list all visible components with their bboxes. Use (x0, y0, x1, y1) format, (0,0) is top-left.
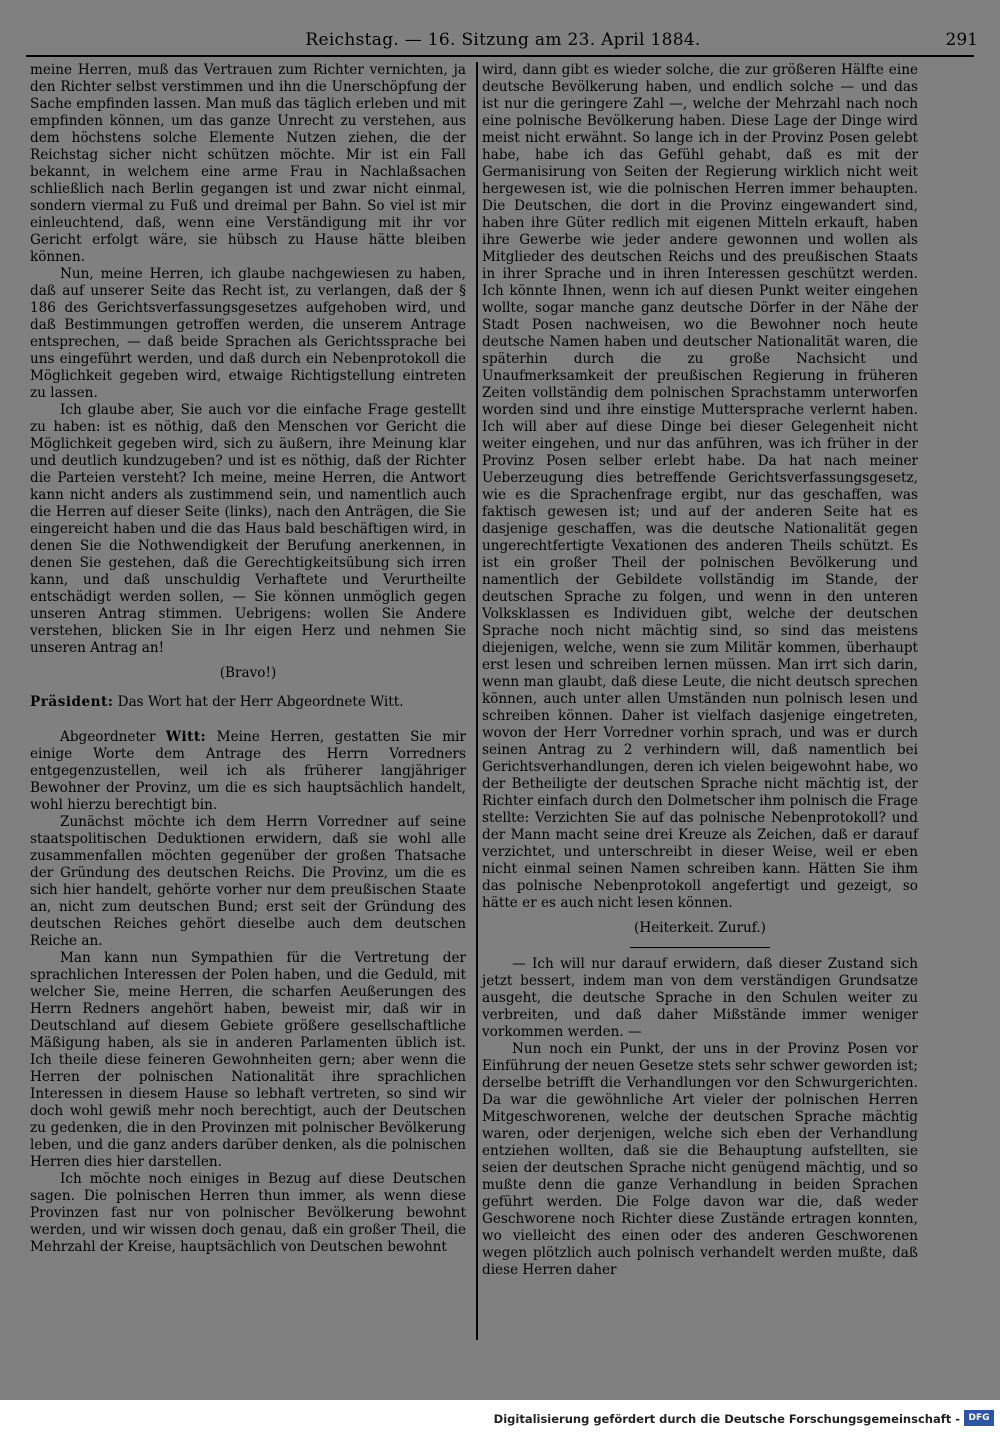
speaker-paragraph (30, 729, 466, 814)
paragraph: Ich glaube aber, Sie auch vor die einfache Frage gestellt zu haben: ist es nöthig, daß den Menschen vor Gericht die Möglichkeit gegeben wird, sich zu äußern, ihre Meinung klar und deutlich kundzugeben? und ist es nöthig, daß der Richter die Parteien versteht? Ich meine, meine Herren, die Antwort kann nicht anders als zustimmend sein, und namentlich auch die Herren auf dieser Seite (links), nach den Anträgen, die Sie eingereicht haben und die das Haus bald beschäftigen wird, in denen Sie die Nothwendigkeit der Berufung anerkennen, in denen Sie gestehen, daß die Gerechtigkeitsübung sich irren kann, und daß unschuldig Verhaftete und Verurtheilte entschädigt werden sollen, — Sie können unmöglich gegen unseren Antrag stimmen. Uebrigens: wollen Sie Andere verstehen, blicken Sie in Ihr eigen Herz und nehmen Sie unseren Antrag an! (30, 402, 466, 656)
funding-notice: Digitalisierung gefördert durch die Deutsche Forschungsgemeinschaft - (493, 1412, 960, 1426)
column-divider (476, 62, 478, 1340)
right-column (482, 62, 918, 1279)
left-column (30, 62, 466, 1256)
paragraph: Zunächst möchte ich dem Herrn Vorredner auf seine staatspolitischen Deduktionen erwidern, daß sie wohl alle zusammenfallen möchten gegenüber der großen Thatsache der Gründung des deutschen Reichs. Die Provinz, um die es sich hier handelt, gehörte vorher nur dem preußischen Staate an, nicht zum deutschen Bund; erst seit der Gründung des deutschen Reiches gehört dieselbe auch dem deutschen Reiche an. (30, 814, 466, 949)
speech-text: Meine Herren, gestatten Sie mir einige Worte dem Antrage des Herrn Vorredners entgegenzustellen, weil ich als früherer langjähriger Bewohner der Provinz, um die es sich hauptsächlich handelt, wohl hierzu berechtigt bin. (30, 729, 467, 813)
speaker-prefix: Abgeordneter (60, 729, 156, 745)
speech-text: Das Wort hat der Herr Abgeordnete Witt. (117, 694, 404, 710)
paragraph: wird, dann gibt es wieder solche, die zur größeren Hälfte eine deutsche Bevölkerung haben, und endlich solche — und das ist nur die geringere Zahl —, welche der Mehrzahl nach noch eine polnische Bevölkerung haben. Diese Lage der Dinge wird meist nicht erwähnt. So lange ich in der Provinz Posen gelebt habe, habe ich das Gefühl gehabt, daß es mit der Germanisirung von Seiten der Regierung wirklich nicht weit hergewesen ist, wie die polnischen Herren immer behaupten. Die Deutschen, die dort in die Provinz eingewandert sind, haben ihre Güter redlich mit eigenen Mitteln erkauft, haben ihre Gewerbe wie jeder andere gewonnen und wollen als Mitglieder des deutschen Reichs und des preußischen Staats in ihrer Sprache und in ihren Interessen geschützt werden. Ich könnte Ihnen, wenn ich auf diesen Punkt weiter eingehen wollte, sogar manche ganz deutsche Dörfer in der Nähe der Stadt Posen nachweisen, wo die Bewohner noch heute deutsche Namen haben und deutscher Nationalität waren, die späterhin durch die zu große Nachsicht und Unaufmerksamkeit der preußischen Regierung in früheren Zeiten vollständig dem polnischen Sprachstamm unterworfen worden sind und ihre einstige Muttersprache verlernt haben. Ich will aber auf diese Dinge bei dieser Gelegenheit nicht weiter eingehen, und nur das anführen, was ich früher in der Provinz Posen selber erlebt habe. Da hat nach meiner Ueberzeugung dies betreffende Gerichtsverfassungsgesetz, wie es die Sprachenfrage ergibt, nur das geschaffen, was faktisch gewesen ist; und auf der anderen Seite hat es dasjenige geschaffen, was die deutsche Nationalität gegen ungerechtfertigte Vexationen des anderen Theils schützt. Es ist ein großer Theil der polnischen Bevölkerung und namentlich der Gebildete vollständig im Stande, der deutschen Sprache zu folgen, und wenn in den unteren Volksklassen es Individuen gibt, welche der deutschen Sprache noch nicht mächtig sind, so sind das meistens diejenigen, welche, wenn sie zum Militär kommen, überhaupt erst lesen und schreiben lernen müssen. Man irrt sich darin, wenn man glaubt, daß diese Leute, die nicht deutsch sprechen können, auch unter allen Umständen nun polnisch lesen und schreiben können. Daher ist vielfach dasjenige eingetreten, wovon der Herr Vorredner vorhin sprach, und was er durch seinen Antrag zu 2 verhindern will, daß namentlich bei Gerichtsverhandlungen, deren ich vielen beigewohnt habe, wo der Betheiligte der deutschen Sprache nicht mächtig ist, der Richter einfach durch den Dolmetscher ihm polnisch die Frage stellte: Verzichten Sie auf das polnische Nebenprotokoll? und der Mann macht seine drei Kreuze als Zeichen, daß er darauf verzichtet, und unterschreibt in dieser Weise, weil er eben nicht einmal seinen Namen schreiben kann. Hätten Sie ihm das polnische Nebenprotokoll angefertigt und gezeigt, so hätte er es auch nicht lesen können. (482, 62, 918, 911)
paragraph: Man kann nun Sympathien für die Vertretung der sprachlichen Interessen der Polen haben, und die Geduld, mit welcher Sie, meine Herren, die scharfen Aeußerungen des Herrn Redners angehört haben, beweist mir, daß wir in Deutschland auf diesem Gebiete größere gesellschaftliche Mäßigung haben, als sie in anderen Parlamenten üblich ist. Ich theile diese feineren Gewohnheiten gern; aber wenn die Herren der polnischen Nationalität ihre sprachlichen Interessen in diesem Hause so lebhaft vertreten, so sind wir doch wohl gewiß mehr noch berechtigt, auch der Deutschen zu gedenken, die in den Provinzen mit polnischer Bevölkerung leben, und die ganz anders darüber denken, als die polnischen Herren dies hier darstellen. (30, 950, 466, 1170)
interjection: (Bravo!) (219, 665, 277, 681)
footer-bar (0, 1400, 1000, 1432)
header-title: Reichstag. — 16. Sitzung am 23. April 1884. (305, 30, 701, 50)
speaker-name: Präsident: (30, 694, 114, 710)
dfg-logo: DFG (964, 1410, 994, 1426)
running-header (28, 30, 978, 52)
separator-rule (630, 947, 770, 948)
paragraph: Ich möchte noch einiges in Bezug auf diese Deutschen sagen. Die polnischen Herren thun immer, als wenn diese Provinzen fast nur von polnischer Bevölkerung bewohnt werden, und wir wissen doch genau, daß ein großer Theil, die Mehrzahl der Kreise, hauptsächlich von Deutschen bewohnt (30, 1171, 466, 1255)
speaker-paragraph (30, 694, 466, 711)
header-rule (26, 55, 974, 57)
paragraph: meine Herren, muß das Vertrauen zum Richter vernichten, ja den Richter selbst verstimmen und ihn die Unerschöpfung der Sache empfinden lassen. Man muß das täglich erleben und mit empfinden können, um das ganze Unrecht zu verstehen, aus dem höchstens solche Elemente Nutzen ziehen, die der Reichstag sicher nicht schützen möchte. Mir ist ein Fall bekannt, in welchem eine arme Frau in Nachlaßsachen schließlich nach Berlin gegangen ist und zwar nicht einmal, sondern viermal zu Fuß und dreimal per Bahn. So viel ist mir einleuchtend, daß, wenn eine Verständigung mit ihr vor Gericht erfolgt wäre, sie hübsch zu Hause hätte bleiben können. (30, 62, 466, 265)
paragraph: Nun noch ein Punkt, der uns in der Provinz Posen vor Einführung der neuen Gesetze stets sehr schwer geworden ist; derselbe betrifft die Verhandlungen vor den Schwurgerichten. Da war die gewöhnliche Art vieler der polnischen Herren Mitgeschworenen, welche der deutschen Sprache mächtig waren, oder derjenigen, welche sich eben der Verhandlung entziehen wollten, daß sie die Behauptung aufstellten, sie seien der deutschen Sprache nicht genügend mächtig, und so mußte denn die ganze Verhandlung in beiden Sprachen geführt werden. Die Folge davon war die, daß weder Geschworene noch Richter diese Zustände ertragen konnten, wo vielleicht des einen oder des anderen Geschworenen wegen plötzlich auch polnisch verhandelt werden mußte, daß diese Herren daher (482, 1041, 918, 1278)
page-number: 291 (945, 30, 978, 50)
paragraph: — Ich will nur darauf erwidern, daß dieser Zustand sich jetzt bessert, indem man von dem verständigen Grundsatze ausgeht, die deutsche Sprache in den Schulen weiter zu verbreiten, und daß daher Mißstände immer weniger vorkommen werden. — (482, 956, 918, 1040)
interjection: (Heiterkeit. Zuruf.) (634, 920, 766, 936)
speaker-name: Witt: (165, 729, 207, 745)
paragraph: Nun, meine Herren, ich glaube nachgewiesen zu haben, daß auf unserer Seite das Recht ist, zu verlangen, daß der § 186 des Gerichtsverfassungsgesetzes aufgehoben wird, und daß Bestimmungen getroffen werden, die unserem Antrage entsprechen, — daß beide Sprachen als Gerichtssprache bei uns eingeführt werden, und daß durch ein Nebenprotokoll die Möglichkeit gegeben wird, etwaige Richtigstellung eintreten zu lassen. (30, 266, 466, 401)
